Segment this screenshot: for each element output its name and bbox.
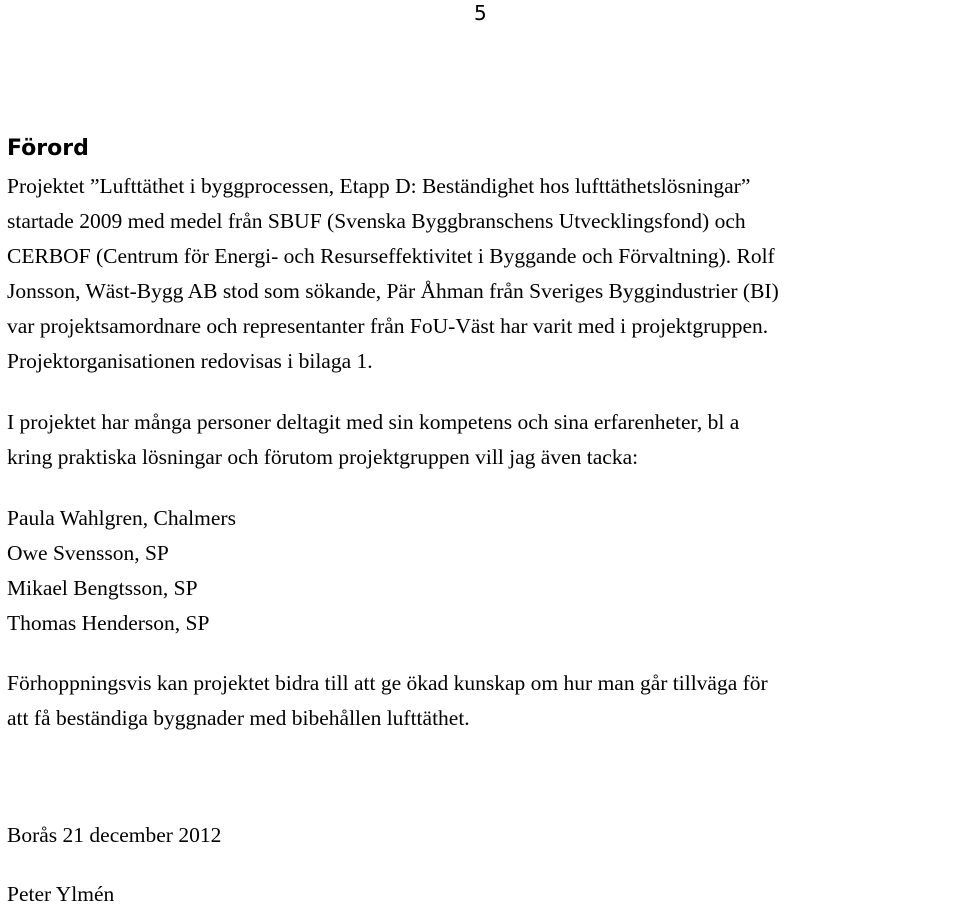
paragraph-line: CERBOF (Centrum för Energi- och Resurseffektivitet i Byggande och Förvaltning). Rolf — [7, 244, 775, 268]
paragraph-line: startade 2009 med medel från SBUF (Svenska Byggbranschens Utvecklingsfond) och — [7, 209, 746, 233]
paragraph-line: Projektorganisationen redovisas i bilaga 1. — [7, 349, 373, 373]
paragraph-line: kring praktiska lösningar och förutom projektgruppen vill jag även tacka: — [7, 445, 639, 469]
signature — [7, 877, 114, 912]
acknowledgement-paragraph — [7, 405, 739, 475]
page-title: Förord — [7, 136, 89, 161]
signature-text: Peter Ylmén — [7, 882, 115, 906]
paragraph-line: I projektet har många personer deltagit med sin kompetens och sina erfarenheter, bl a — [7, 410, 740, 434]
thanks-list-item: Paula Wahlgren, Chalmers — [7, 506, 236, 530]
thanks-list — [7, 501, 236, 641]
paragraph-line: var projektsamordnare och representanter från FoU-Väst har varit med i projektgruppen. — [7, 314, 769, 338]
paragraph-line: att få beständiga byggnader med bibehållen lufttäthet. — [7, 706, 470, 730]
place-date-text: Borås 21 december 2012 — [7, 823, 222, 847]
thanks-list-item: Thomas Henderson, SP — [7, 611, 210, 635]
page-number: 5 — [474, 1, 487, 25]
place-date — [7, 818, 221, 853]
thanks-list-item: Owe Svensson, SP — [7, 541, 169, 565]
paragraph-line: Projektet ”Lufttäthet i byggprocessen, Etapp D: Beständighet hos lufttäthetslösningar” — [7, 174, 751, 198]
thanks-list-item: Mikael Bengtsson, SP — [7, 576, 198, 600]
closing-paragraph — [7, 666, 768, 736]
paragraph-line: Jonsson, Wäst-Bygg AB stod som sökande, Pär Åhman från Sveriges Byggindustrier (BI) — [7, 279, 779, 303]
intro-paragraph — [7, 169, 779, 379]
paragraph-line: Förhoppningsvis kan projektet bidra till att ge ökad kunskap om hur man går tillväga för — [7, 671, 768, 695]
